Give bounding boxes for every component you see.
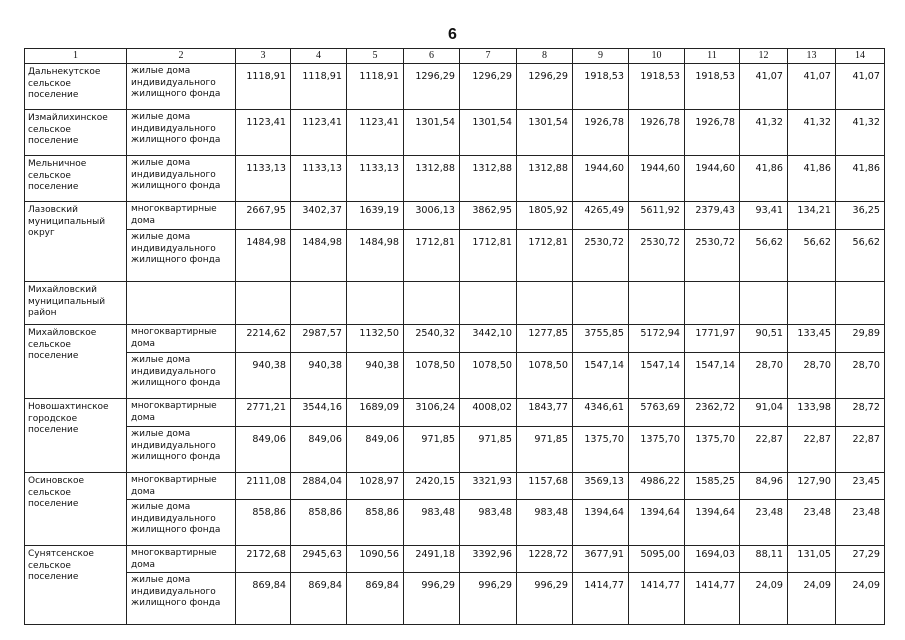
header-cell: 10: [629, 49, 685, 64]
value-cell: [291, 282, 347, 325]
header-cell: 1: [25, 49, 127, 64]
value-cell: 1926,78: [629, 110, 685, 156]
value-cell: 84,96: [740, 473, 788, 500]
territory-cell: Новошахтинское городское поселение: [25, 399, 127, 473]
value-cell: [404, 282, 460, 325]
value-cell: 2111,08: [236, 473, 291, 500]
header-cell: 8: [517, 49, 573, 64]
value-cell: 858,86: [347, 500, 404, 546]
value-cell: 2530,72: [573, 230, 629, 282]
value-cell: 41,86: [788, 156, 836, 202]
value-cell: 1918,53: [573, 64, 629, 110]
housing-type-cell: жилые дома индивидуального жилищного фонда: [127, 64, 236, 110]
value-cell: 1805,92: [517, 202, 573, 230]
value-cell: 940,38: [347, 353, 404, 399]
value-cell: 1375,70: [573, 427, 629, 473]
value-cell: 1118,91: [236, 64, 291, 110]
value-cell: 3755,85: [573, 325, 629, 353]
value-cell: 1078,50: [517, 353, 573, 399]
table-row: [25, 546, 885, 573]
value-cell: 91,04: [740, 399, 788, 427]
value-cell: 2530,72: [685, 230, 740, 282]
value-cell: 869,84: [236, 573, 291, 625]
housing-type-cell: многоквартирные дома: [127, 473, 236, 500]
header-cell: 5: [347, 49, 404, 64]
value-cell: 23,45: [836, 473, 885, 500]
value-cell: 1843,77: [517, 399, 573, 427]
header-cell: 13: [788, 49, 836, 64]
value-cell: 36,25: [836, 202, 885, 230]
header-row: [25, 49, 885, 64]
table-row: [25, 230, 885, 282]
value-cell: 56,62: [740, 230, 788, 282]
value-cell: 1296,29: [404, 64, 460, 110]
housing-type-cell: жилые дома индивидуального жилищного фонда: [127, 427, 236, 473]
value-cell: 2771,21: [236, 399, 291, 427]
header-cell: 4: [291, 49, 347, 64]
value-cell: 41,07: [836, 64, 885, 110]
value-cell: 1944,60: [685, 156, 740, 202]
value-cell: 2172,68: [236, 546, 291, 573]
header-cell: 2: [127, 49, 236, 64]
value-cell: 1547,14: [629, 353, 685, 399]
value-cell: 1132,50: [347, 325, 404, 353]
value-cell: [629, 282, 685, 325]
table-row: [25, 202, 885, 230]
value-cell: 41,32: [788, 110, 836, 156]
housing-type-cell: многоквартирные дома: [127, 202, 236, 230]
tariff-table: [24, 48, 885, 625]
value-cell: [347, 282, 404, 325]
value-cell: 1028,97: [347, 473, 404, 500]
page-number: 6: [448, 26, 457, 43]
value-cell: 1118,91: [291, 64, 347, 110]
housing-type-cell: многоквартирные дома: [127, 546, 236, 573]
value-cell: 1078,50: [404, 353, 460, 399]
housing-type-cell: жилые дома индивидуального жилищного фонда: [127, 353, 236, 399]
header-cell: 12: [740, 49, 788, 64]
value-cell: 4008,02: [460, 399, 517, 427]
territory-cell: Михайловское сельское поселение: [25, 325, 127, 399]
value-cell: 1918,53: [685, 64, 740, 110]
value-cell: 858,86: [236, 500, 291, 546]
housing-type-cell: жилые дома индивидуального жилищного фонда: [127, 230, 236, 282]
value-cell: 1712,81: [404, 230, 460, 282]
value-cell: 1414,77: [629, 573, 685, 625]
value-cell: 28,70: [788, 353, 836, 399]
value-cell: 1301,54: [460, 110, 517, 156]
value-cell: 56,62: [788, 230, 836, 282]
value-cell: 3006,13: [404, 202, 460, 230]
value-cell: 1689,09: [347, 399, 404, 427]
value-cell: 29,89: [836, 325, 885, 353]
table-row: [25, 64, 885, 110]
value-cell: 41,32: [836, 110, 885, 156]
value-cell: [836, 282, 885, 325]
table-row: [25, 110, 885, 156]
value-cell: 23,48: [836, 500, 885, 546]
value-cell: 3862,95: [460, 202, 517, 230]
value-cell: 1944,60: [573, 156, 629, 202]
value-cell: 3442,10: [460, 325, 517, 353]
value-cell: 1133,13: [291, 156, 347, 202]
value-cell: 2420,15: [404, 473, 460, 500]
housing-type-cell: жилые дома индивидуального жилищного фонда: [127, 500, 236, 546]
housing-type-cell: жилые дома индивидуального жилищного фонда: [127, 156, 236, 202]
table-row: [25, 282, 885, 325]
value-cell: 1414,77: [573, 573, 629, 625]
value-cell: 127,90: [788, 473, 836, 500]
value-cell: 2214,62: [236, 325, 291, 353]
value-cell: 2362,72: [685, 399, 740, 427]
value-cell: 1312,88: [404, 156, 460, 202]
value-cell: 1394,64: [629, 500, 685, 546]
value-cell: 2987,57: [291, 325, 347, 353]
housing-type-cell: жилые дома индивидуального жилищного фонда: [127, 573, 236, 625]
value-cell: 24,09: [836, 573, 885, 625]
value-cell: 41,86: [740, 156, 788, 202]
value-cell: 1944,60: [629, 156, 685, 202]
value-cell: 24,09: [740, 573, 788, 625]
table-row: [25, 156, 885, 202]
value-cell: 28,70: [740, 353, 788, 399]
value-cell: 2667,95: [236, 202, 291, 230]
value-cell: 971,85: [460, 427, 517, 473]
value-cell: 1133,13: [347, 156, 404, 202]
value-cell: 971,85: [517, 427, 573, 473]
value-cell: 1712,81: [460, 230, 517, 282]
territory-cell: Дальнекутское сельское поселение: [25, 64, 127, 110]
value-cell: [685, 282, 740, 325]
value-cell: [236, 282, 291, 325]
table-row: [25, 573, 885, 625]
value-cell: 1547,14: [573, 353, 629, 399]
value-cell: [740, 282, 788, 325]
value-cell: 1547,14: [685, 353, 740, 399]
value-cell: 1228,72: [517, 546, 573, 573]
value-cell: 1484,98: [236, 230, 291, 282]
table-row: [25, 473, 885, 500]
value-cell: 4346,61: [573, 399, 629, 427]
value-cell: 3569,13: [573, 473, 629, 500]
value-cell: 1926,78: [573, 110, 629, 156]
value-cell: 28,70: [836, 353, 885, 399]
value-cell: 3106,24: [404, 399, 460, 427]
value-cell: 41,07: [740, 64, 788, 110]
value-cell: 996,29: [517, 573, 573, 625]
housing-type-cell: многоквартирные дома: [127, 325, 236, 353]
value-cell: 5763,69: [629, 399, 685, 427]
value-cell: 22,87: [788, 427, 836, 473]
value-cell: 1123,41: [347, 110, 404, 156]
value-cell: 2945,63: [291, 546, 347, 573]
value-cell: 41,07: [788, 64, 836, 110]
value-cell: 88,11: [740, 546, 788, 573]
value-cell: 2379,43: [685, 202, 740, 230]
value-cell: 5095,00: [629, 546, 685, 573]
value-cell: 24,09: [788, 573, 836, 625]
value-cell: 22,87: [740, 427, 788, 473]
value-cell: 983,48: [460, 500, 517, 546]
value-cell: [460, 282, 517, 325]
value-cell: 849,06: [236, 427, 291, 473]
value-cell: 1375,70: [629, 427, 685, 473]
value-cell: 41,32: [740, 110, 788, 156]
territory-cell: Осиновское сельское поселение: [25, 473, 127, 546]
value-cell: 869,84: [347, 573, 404, 625]
value-cell: 1484,98: [347, 230, 404, 282]
value-cell: 23,48: [740, 500, 788, 546]
territory-cell: Мельничное сельское поселение: [25, 156, 127, 202]
value-cell: 4265,49: [573, 202, 629, 230]
value-cell: 1118,91: [347, 64, 404, 110]
value-cell: 1090,56: [347, 546, 404, 573]
value-cell: 1375,70: [685, 427, 740, 473]
value-cell: 4986,22: [629, 473, 685, 500]
value-cell: 849,06: [347, 427, 404, 473]
value-cell: 28,72: [836, 399, 885, 427]
header-cell: 14: [836, 49, 885, 64]
value-cell: 1394,64: [685, 500, 740, 546]
value-cell: 1123,41: [236, 110, 291, 156]
value-cell: 1771,97: [685, 325, 740, 353]
value-cell: 971,85: [404, 427, 460, 473]
value-cell: 1277,85: [517, 325, 573, 353]
value-cell: 93,41: [740, 202, 788, 230]
value-cell: 940,38: [236, 353, 291, 399]
value-cell: 1301,54: [404, 110, 460, 156]
value-cell: 849,06: [291, 427, 347, 473]
value-cell: [573, 282, 629, 325]
value-cell: 2884,04: [291, 473, 347, 500]
value-cell: 3321,93: [460, 473, 517, 500]
value-cell: 90,51: [740, 325, 788, 353]
value-cell: 3402,37: [291, 202, 347, 230]
value-cell: 2540,32: [404, 325, 460, 353]
value-cell: 1414,77: [685, 573, 740, 625]
value-cell: 1926,78: [685, 110, 740, 156]
value-cell: 996,29: [460, 573, 517, 625]
value-cell: 5611,92: [629, 202, 685, 230]
value-cell: 983,48: [404, 500, 460, 546]
territory-cell: Михайловский муниципальный район: [25, 282, 127, 325]
value-cell: 983,48: [517, 500, 573, 546]
value-cell: 1078,50: [460, 353, 517, 399]
value-cell: 1123,41: [291, 110, 347, 156]
value-cell: 1484,98: [291, 230, 347, 282]
housing-type-cell: многоквартирные дома: [127, 399, 236, 427]
value-cell: 1301,54: [517, 110, 573, 156]
value-cell: 5172,94: [629, 325, 685, 353]
value-cell: 1394,64: [573, 500, 629, 546]
value-cell: 133,45: [788, 325, 836, 353]
value-cell: 2530,72: [629, 230, 685, 282]
value-cell: 1133,13: [236, 156, 291, 202]
value-cell: 858,86: [291, 500, 347, 546]
territory-cell: Измайлихинское сельское поселение: [25, 110, 127, 156]
territory-cell: Лазовский муниципальный округ: [25, 202, 127, 282]
value-cell: 1639,19: [347, 202, 404, 230]
value-cell: 134,21: [788, 202, 836, 230]
header-cell: 11: [685, 49, 740, 64]
value-cell: 131,05: [788, 546, 836, 573]
header-cell: 7: [460, 49, 517, 64]
value-cell: 56,62: [836, 230, 885, 282]
housing-type-cell: [127, 282, 236, 325]
value-cell: 869,84: [291, 573, 347, 625]
table-row: [25, 399, 885, 427]
value-cell: 3677,91: [573, 546, 629, 573]
value-cell: 1296,29: [517, 64, 573, 110]
value-cell: 133,98: [788, 399, 836, 427]
header-cell: 3: [236, 49, 291, 64]
table-row: [25, 353, 885, 399]
value-cell: 1312,88: [517, 156, 573, 202]
value-cell: 2491,18: [404, 546, 460, 573]
value-cell: 1312,88: [460, 156, 517, 202]
value-cell: 3544,16: [291, 399, 347, 427]
value-cell: 996,29: [404, 573, 460, 625]
header-cell: 9: [573, 49, 629, 64]
value-cell: 940,38: [291, 353, 347, 399]
table-row: [25, 500, 885, 546]
value-cell: 41,86: [836, 156, 885, 202]
value-cell: 1918,53: [629, 64, 685, 110]
value-cell: 1585,25: [685, 473, 740, 500]
value-cell: 1157,68: [517, 473, 573, 500]
table-row: [25, 325, 885, 353]
territory-cell: Сунятсенское сельское поселение: [25, 546, 127, 625]
value-cell: 1296,29: [460, 64, 517, 110]
value-cell: [788, 282, 836, 325]
value-cell: 1694,03: [685, 546, 740, 573]
housing-type-cell: жилые дома индивидуального жилищного фонда: [127, 110, 236, 156]
value-cell: 1712,81: [517, 230, 573, 282]
value-cell: 27,29: [836, 546, 885, 573]
value-cell: [517, 282, 573, 325]
table-row: [25, 427, 885, 473]
header-cell: 6: [404, 49, 460, 64]
value-cell: 22,87: [836, 427, 885, 473]
value-cell: 3392,96: [460, 546, 517, 573]
value-cell: 23,48: [788, 500, 836, 546]
